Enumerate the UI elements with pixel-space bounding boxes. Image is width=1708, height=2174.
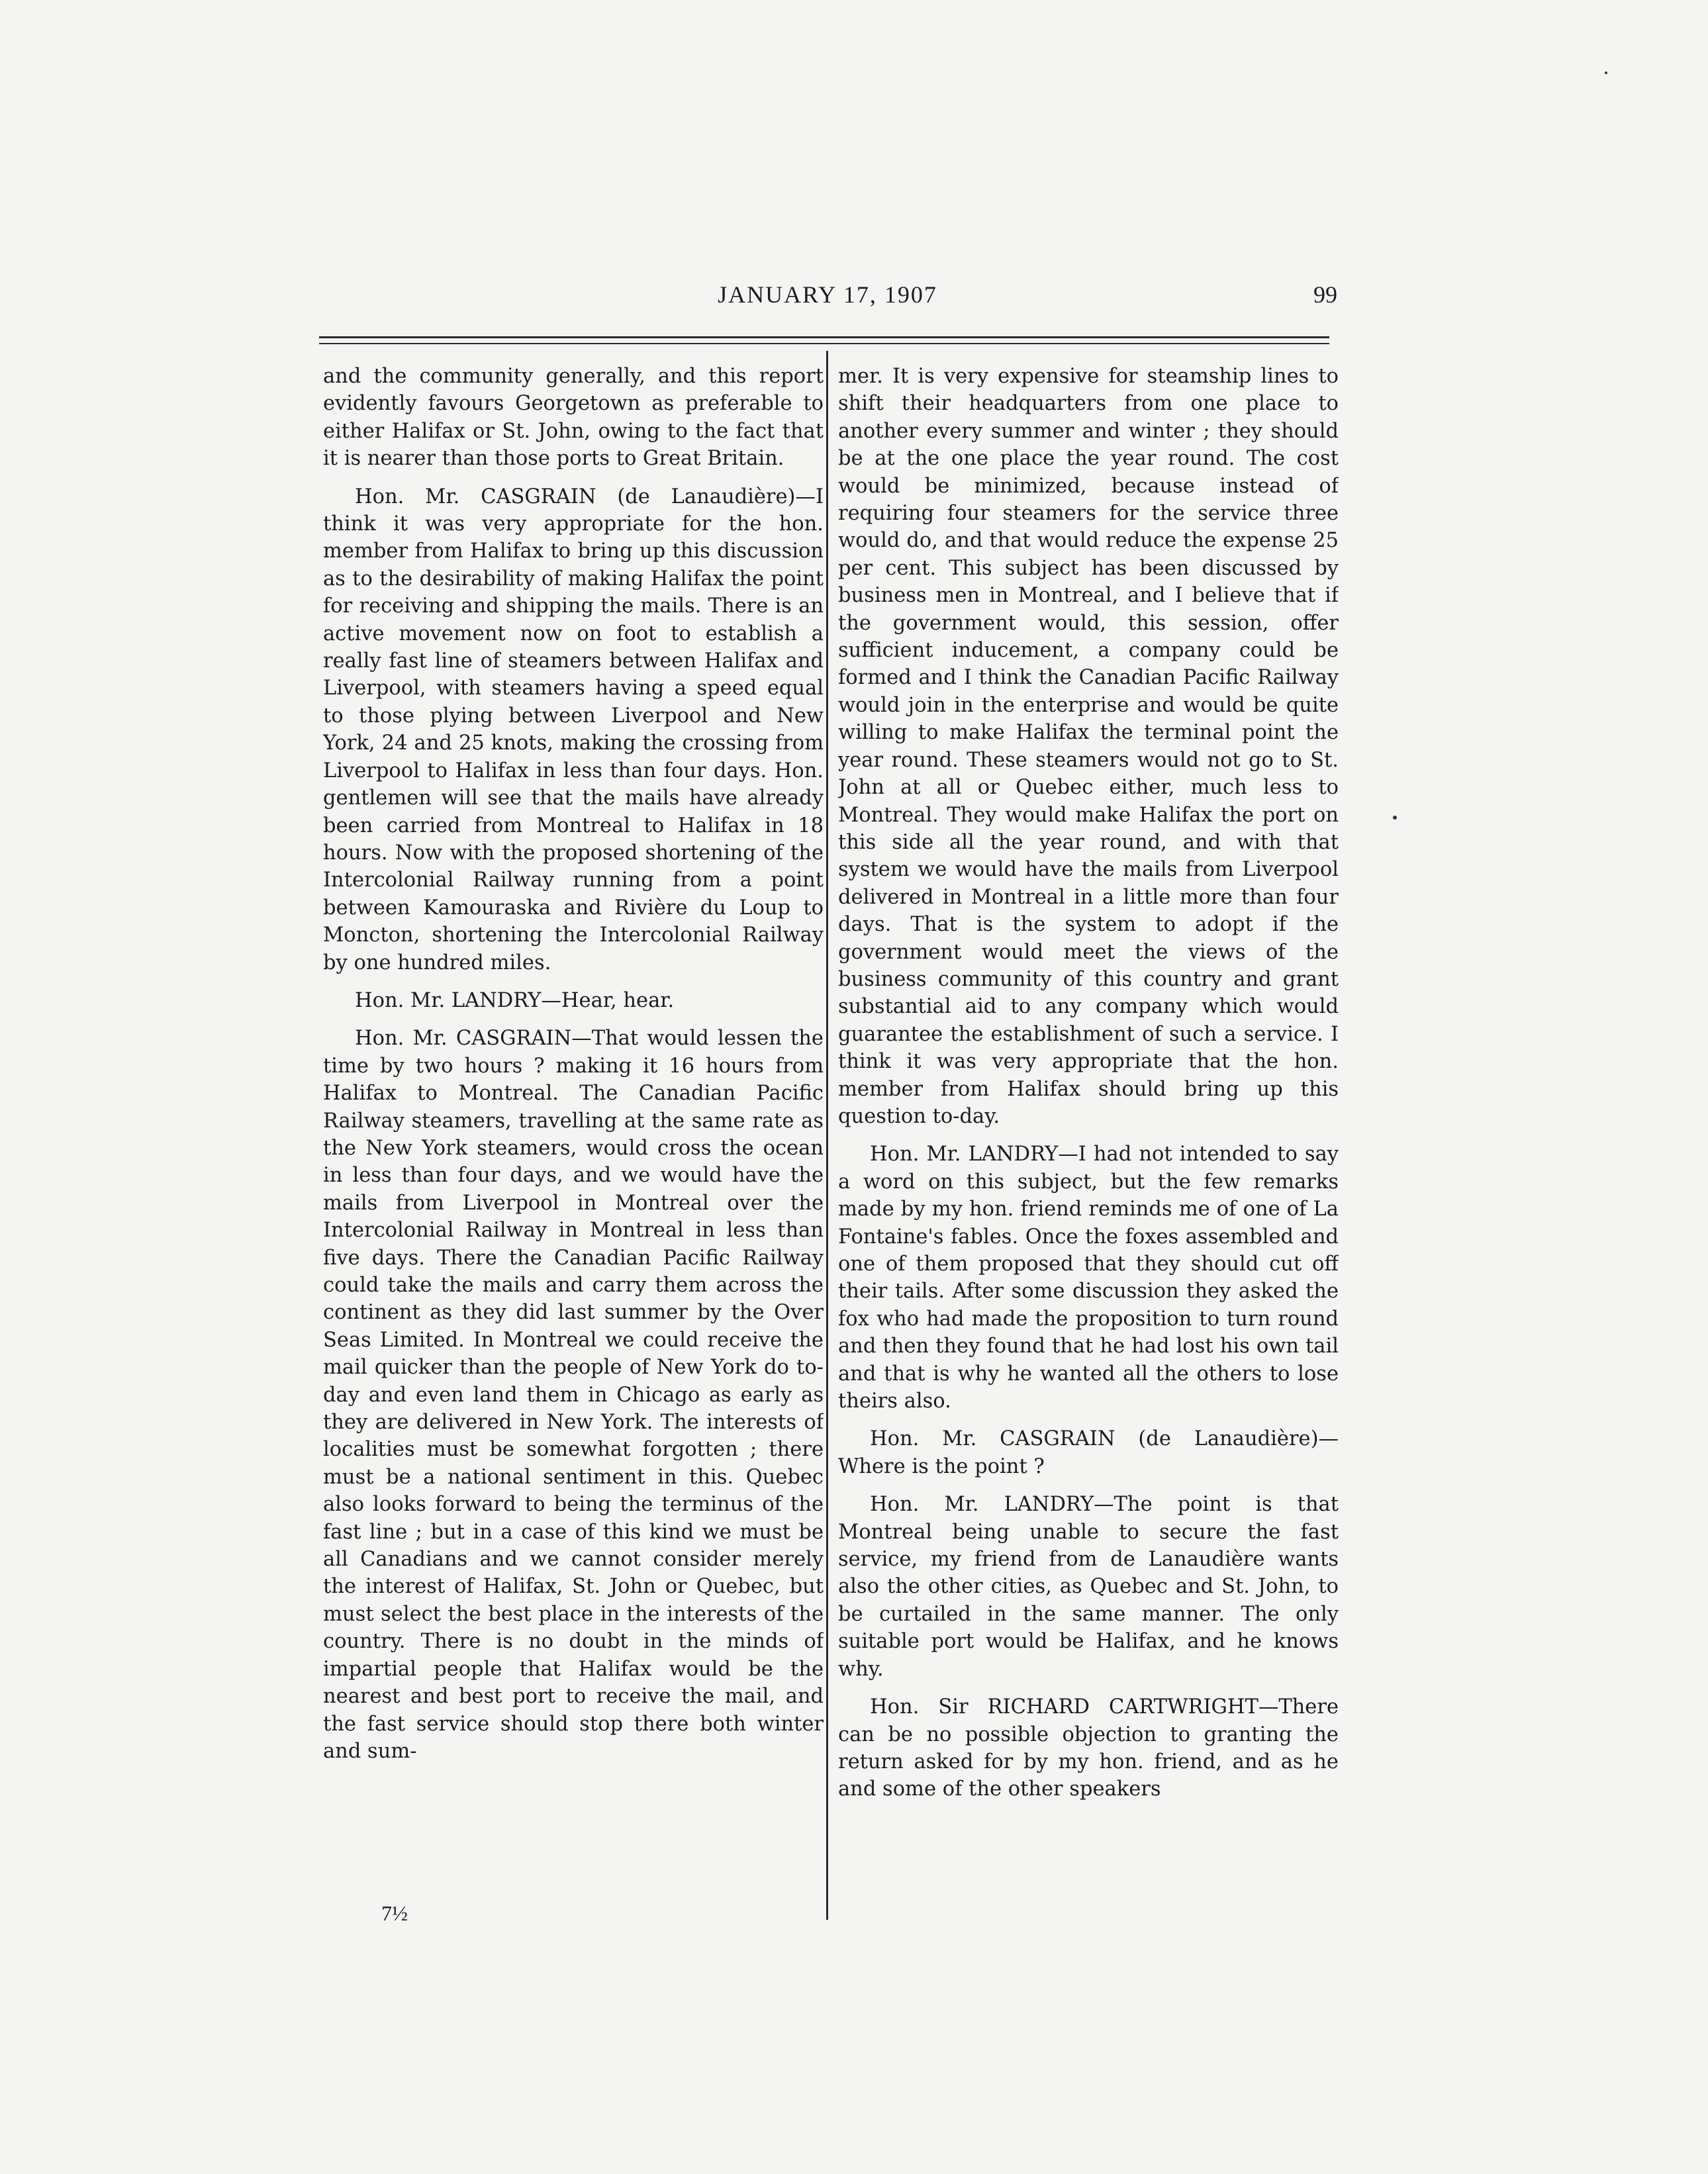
column-divider	[826, 351, 828, 1920]
paragraph: and the community generally, and this report evidently favours Georgetown as preferable to either Halifax or St. John, owing to the fact that it is nearer than those ports to Great Britain.	[323, 365, 824, 471]
paragraph: Hon. Mr. LANDRY—Hear, hear.	[355, 988, 675, 1012]
paragraph: Hon. Mr. CASGRAIN (de Lanaudière)—I think it was very appropriate for the hon. member from Halifax to bring up this discussion as to the desirability of making Halifax the point for receiving and shipping the mails. There is an active movement now on foot to establish a really fast line of steamers between Halifax and Liverpool, with steamers having a speed equal to those plying between Liverpool and New York, 24 and 25 knots, making the crossing from Liverpool to Halifax in less than four days. Hon. gentlemen will see that the mails have already been carried from Montreal to Halifax in 18 hours. Now with the proposed shortening of the Intercolonial Railway running from a point between Kamouraska and Rivière du Loup to Moncton, shortening the Intercolonial Railway by one hundred miles.	[323, 485, 824, 974]
paragraph: Hon. Mr. LANDRY—I had not intended to say a word on this subject, but the few remarks made by my hon. friend reminds me of one of La Fontaine's fables. Once the foxes assembled and one of them proposed that they should cut off their tails. After some discussion they asked the fox who had made the proposition to turn round and then they found that he had lost his own tail and that is why he wanted all the others to lose theirs also.	[838, 1143, 1339, 1413]
paragraph: Hon. Sir RICHARD CARTWRIGHT—There can be no possible objection to granting the return asked for by my hon. friend, and as he and some of the other speakers	[838, 1695, 1339, 1801]
running-header-date: JANUARY 17, 1907	[718, 281, 937, 308]
signature-mark: 7½	[381, 1901, 408, 1925]
paragraph: Hon. Mr. CASGRAIN (de Lanaudière)—Where is the point ?	[838, 1427, 1339, 1478]
paragraph: Hon. Mr. LANDRY—The point is that Montreal being unable to secure the fast service, my friend from de Lanaudière wants also the other cities, as Quebec and St. John, to be curtailed in the same manner. The only suitable port would be Halifax, and he knows why.	[838, 1493, 1339, 1681]
paragraph: mer. It is very expensive for steamship lines to shift their headquarters from one place to another every summer and winter ; they should be at the one place the year round. The cost would be minimized, because instead of requiring four steamers for the service three would do, and that would reduce the expense 25 per cent. This subject has been discussed by business men in Montreal, and I believe that if the government would, this session, offer sufficient inducement, a company could be formed and I think the Canadian Pacific Railway would join in the enterprise and would be quite willing to make Halifax the terminal point the year round. These steamers would not go to St. John at all or Quebec either, much less to Montreal. They would make Halifax the port on this side all the year round, and with that system we would have the mails from Liverpool delivered in Montreal in a little more than four days. That is the system to adopt if the government would meet the views of the business community of this country and grant substantial aid to any company which would guarantee the establishment of such a service. I think it was very appropriate that the hon. member from Halifax should bring up this question to-day.	[838, 365, 1339, 1128]
header-rule-top	[319, 336, 1329, 338]
paragraph: Hon. Mr. CASGRAIN—That would lessen the time by two hours ? making it 16 hours from Halifax to Montreal. The Canadian Pacific Railway steamers, travelling at the same rate as the New York steamers, would cross the ocean in less than four days, and we would have the mails from Liverpool in Montreal over the Intercolonial Railway in Montreal in less than five days. There the Canadian Pacific Railway could take the mails and carry them across the continent as they did last summer by the Over Seas Limited. In Montreal we could receive the mail quicker than the people of New York do to-day and even land them in Chicago as early as they are delivered in New York. The interests of localities must be somewhat forgotten ; there must be a national sentiment in this. Quebec also looks forward to being the terminus of the fast line ; but in a case of this kind we must be all Canadians and we cannot consider merely the interest of Halifax, St. John or Quebec, but must select the best place in the interests of the country. There is no doubt in the minds of impartial people that Halifax would be the nearest and best port to receive the mail, and the fast service should stop there both winter and sum-	[323, 1027, 824, 1763]
page-number: 99	[1313, 281, 1337, 308]
right-column	[838, 363, 1339, 1899]
left-column	[323, 363, 824, 1899]
scan-speck	[1393, 816, 1397, 820]
header-rule-bottom	[319, 343, 1329, 344]
scan-speck	[1605, 71, 1607, 74]
